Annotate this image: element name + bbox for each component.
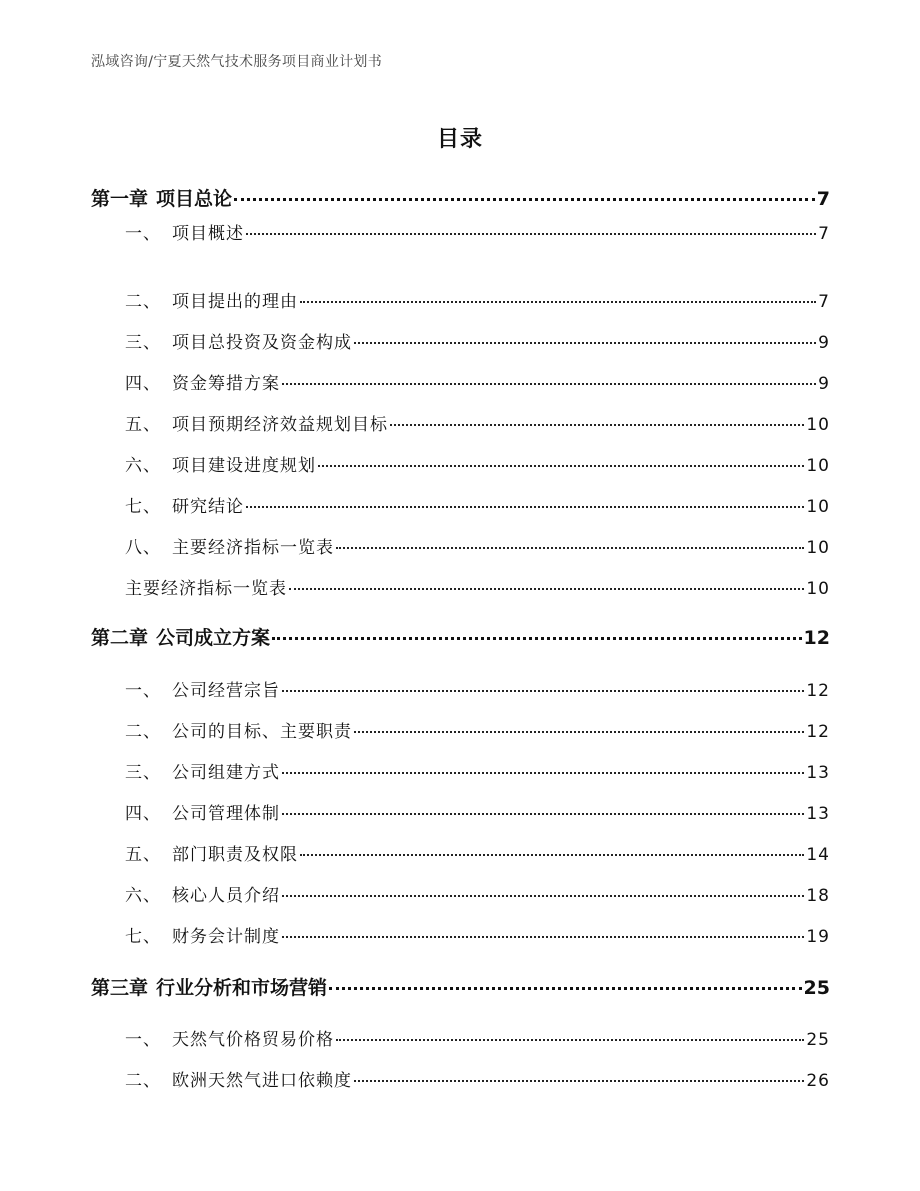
page-number: 10 [806, 456, 830, 476]
page-number: 9 [818, 333, 830, 353]
toc-chapter-2[interactable] [91, 623, 830, 650]
toc-section-2-7[interactable] [125, 922, 830, 947]
dot-leader [354, 731, 804, 733]
toc-section-2-4[interactable] [125, 799, 830, 824]
dot-leader [318, 465, 804, 467]
page-number: 14 [806, 845, 830, 865]
toc-section-1-6[interactable] [125, 451, 830, 476]
section-title: 公司的目标、主要职责 [172, 722, 352, 742]
page-number: 7 [818, 224, 830, 244]
page-number: 10 [806, 415, 830, 435]
section-number: 五、 [125, 845, 161, 865]
section-title: 主要经济指标一览表 [172, 538, 334, 558]
page-number: 10 [806, 579, 830, 599]
dot-leader [300, 301, 816, 303]
section-number: 二、 [125, 292, 161, 312]
section-title: 项目概述 [172, 224, 244, 244]
toc-section-2-3[interactable] [125, 758, 830, 783]
section-title: 天然气价格贸易价格 [172, 1030, 334, 1050]
dot-leader [282, 895, 804, 897]
page-number: 12 [806, 722, 830, 742]
toc-chapter-1[interactable] [91, 184, 830, 211]
dot-leader [354, 1080, 804, 1082]
chapter-number: 第二章 [91, 627, 149, 649]
page-number: 18 [806, 886, 830, 906]
section-title: 公司管理体制 [172, 804, 280, 824]
toc-table-entry-1[interactable] [125, 574, 830, 599]
dot-leader [282, 813, 804, 815]
section-number: 六、 [125, 886, 161, 906]
page-number: 7 [818, 292, 830, 312]
toc-section-3-1[interactable] [125, 1025, 830, 1050]
section-title: 欧洲天然气进口依赖度 [172, 1071, 352, 1091]
section-number: 一、 [125, 224, 161, 244]
page-number: 9 [818, 374, 830, 394]
section-title: 核心人员介绍 [172, 886, 280, 906]
section-title: 主要经济指标一览表 [125, 579, 287, 599]
section-title: 部门职责及权限 [172, 845, 298, 865]
section-number: 六、 [125, 456, 161, 476]
page-number: 25 [803, 977, 830, 999]
chapter-title: 行业分析和市场营销 [156, 977, 328, 999]
dot-leader [234, 198, 815, 201]
toc-section-3-2[interactable] [125, 1066, 830, 1091]
dot-leader [354, 342, 816, 344]
dot-leader [282, 772, 804, 774]
dot-leader [272, 637, 802, 640]
section-title: 项目预期经济效益规划目标 [172, 415, 388, 435]
toc-section-1-7[interactable] [125, 492, 830, 517]
chapter-title: 公司成立方案 [156, 627, 271, 649]
section-title: 项目建设进度规划 [172, 456, 316, 476]
section-title: 项目总投资及资金构成 [172, 333, 352, 353]
section-number: 一、 [125, 681, 161, 701]
toc-section-2-1[interactable] [125, 676, 830, 701]
chapter-title: 项目总论 [156, 188, 233, 210]
toc-section-1-2[interactable] [125, 287, 830, 312]
dot-leader [329, 987, 802, 990]
section-number: 三、 [125, 763, 161, 783]
page-number: 12 [806, 681, 830, 701]
section-title: 项目提出的理由 [172, 292, 298, 312]
dot-leader [246, 233, 816, 235]
toc-title: 目录 [436, 127, 483, 152]
dot-leader [390, 424, 804, 426]
section-number: 四、 [125, 374, 161, 394]
page-number: 12 [803, 627, 830, 649]
chapter-number: 第三章 [91, 977, 149, 999]
toc-section-1-1[interactable] [125, 219, 830, 244]
page-number: 7 [816, 188, 830, 210]
toc-chapter-3[interactable] [91, 973, 830, 1000]
page-number: 10 [806, 538, 830, 558]
page-number: 26 [806, 1071, 830, 1091]
page-number: 13 [806, 763, 830, 783]
toc-section-2-2[interactable] [125, 717, 830, 742]
toc-section-1-3[interactable] [125, 328, 830, 353]
section-number: 三、 [125, 333, 161, 353]
dot-leader [336, 1039, 804, 1041]
section-title: 公司经营宗旨 [172, 681, 280, 701]
dot-leader [289, 588, 804, 590]
running-header: 泓域咨询/宁夏天然气技术服务项目商业计划书 [91, 54, 383, 70]
section-number: 八、 [125, 538, 161, 558]
toc-section-2-5[interactable] [125, 840, 830, 865]
section-number: 七、 [125, 497, 161, 517]
toc-section-1-4[interactable] [125, 369, 830, 394]
dot-leader [336, 547, 804, 549]
section-number: 二、 [125, 722, 161, 742]
toc-section-1-5[interactable] [125, 410, 830, 435]
toc-section-2-6[interactable] [125, 881, 830, 906]
section-title: 公司组建方式 [172, 763, 280, 783]
section-number: 一、 [125, 1030, 161, 1050]
section-number: 二、 [125, 1071, 161, 1091]
section-title: 研究结论 [172, 497, 244, 517]
page-number: 10 [806, 497, 830, 517]
chapter-number: 第一章 [91, 188, 149, 210]
section-number: 五、 [125, 415, 161, 435]
section-title: 资金筹措方案 [172, 374, 280, 394]
dot-leader [282, 383, 816, 385]
dot-leader [300, 854, 804, 856]
page-number: 13 [806, 804, 830, 824]
toc-section-1-8[interactable] [125, 533, 830, 558]
dot-leader [282, 690, 804, 692]
dot-leader [246, 506, 804, 508]
page-number: 25 [806, 1030, 830, 1050]
page-number: 19 [806, 927, 830, 947]
section-title: 财务会计制度 [172, 927, 280, 947]
section-number: 四、 [125, 804, 161, 824]
dot-leader [282, 936, 804, 938]
section-number: 七、 [125, 927, 161, 947]
